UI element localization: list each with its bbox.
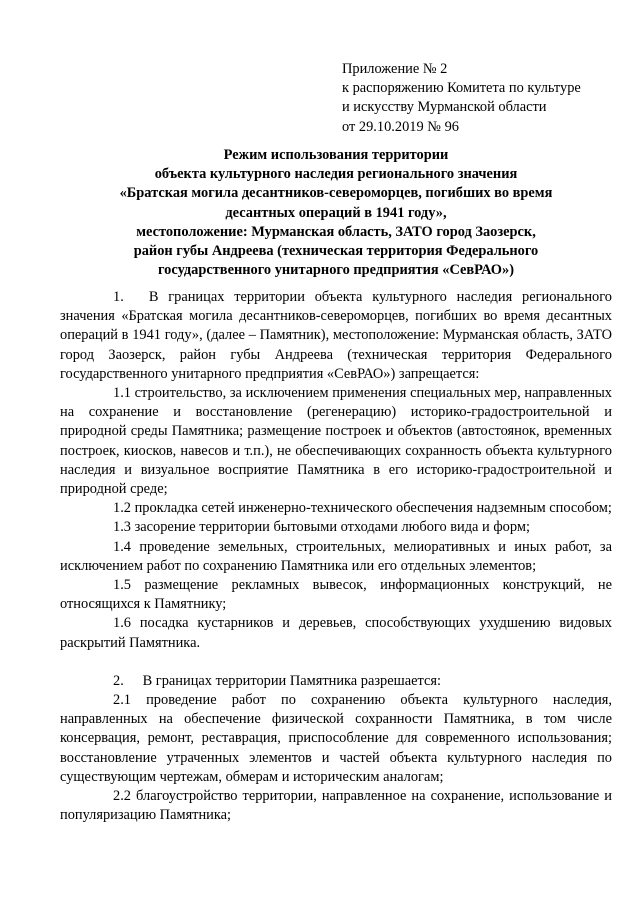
annex-line: к распоряжению Комитета по культуре: [342, 80, 581, 97]
title-line: местоположение: Мурманская область, ЗАТО город Заозерск,: [136, 223, 536, 240]
list-item: 2.2 благоустройство территории, направленное на сохранение, использование и популяризацию Памятника;: [60, 788, 612, 824]
list-item: 1.1 строительство, за исключением применения специальных мер, направленных на сохранение и восстановление (регенерацию) историко-градостроительной и природной среды Памятника; размещение построек и объектов (автостоянок, временных построек, киосков, навесов и т.п.), не обеспечивающих сохранность объекта культурного наследия и визуальное восприятие Памятника в его историко-градостроительной и природной среде;: [60, 385, 612, 498]
section-2-intro: [60, 672, 612, 691]
title-line: район губы Андреева (техническая территория Федерального: [133, 243, 539, 260]
list-item: 1.5 размещение рекламных вывесок, информационных конструкций, не относящихся к Памятнику;: [60, 577, 612, 613]
section-number: 1.: [113, 289, 124, 305]
section-intro-text: В границах территории Памятника разрешается:: [142, 672, 441, 689]
section-number: 2.: [113, 672, 124, 689]
section-intro-text: В границах территории объекта культурного наследия регионального значения «Братская могила десантников-североморцев, погибших во время десантных операций в 1941 году», (далее – Памятник), местоположение: Мурманская область, ЗАТО город Заозерск, район губы Андреева (техническая территория Федерального государственного унитарного предприятия «СевРАО») запрещается:: [60, 289, 612, 382]
list-item: 2.1 проведение работ по сохранению объекта культурного наследия, направленных на обеспечение физической сохранности Памятника, в том числе консервация, ремонт, реставрация, приспособление для современного использования; восстановление утраченных элементов и частей объекта культурного наследия по существующим чертежам, обмерам и историческим аналогам;: [60, 692, 612, 785]
annex-line: Приложение № 2: [342, 61, 448, 77]
title-line: «Братская могила десантников-североморцев, погибших во время: [119, 185, 553, 202]
annex-header: [342, 60, 612, 137]
document-title: [60, 146, 612, 280]
list-item: 1.3 засорение территории бытовыми отходами любого вида и форм;: [113, 519, 530, 536]
annex-line: и искусству Мурманской области: [342, 99, 547, 116]
list-item: 1.4 проведение земельных, строительных, мелиоративных и иных работ, за исключением работ по сохранению Памятника или его отдельных элементов;: [60, 538, 612, 574]
section-1-intro: [60, 288, 612, 384]
document-body: [60, 288, 612, 825]
list-item: 1.2 прокладка сетей инженерно-технического обеспечения надземным способом;: [113, 500, 612, 517]
annex-line: от 29.10.2019 № 96: [342, 118, 459, 135]
title-line: десантных операций в 1941 году»,: [225, 204, 447, 221]
title-line: государственного унитарного предприятия «СевРАО»): [158, 262, 514, 279]
title-line: Режим использования территории: [223, 147, 449, 163]
list-item: 1.6 посадка кустарников и деревьев, способствующих ухудшению видовых раскрытий Памятника.: [60, 615, 612, 651]
title-line: объекта культурного наследия регионального значения: [154, 166, 518, 183]
